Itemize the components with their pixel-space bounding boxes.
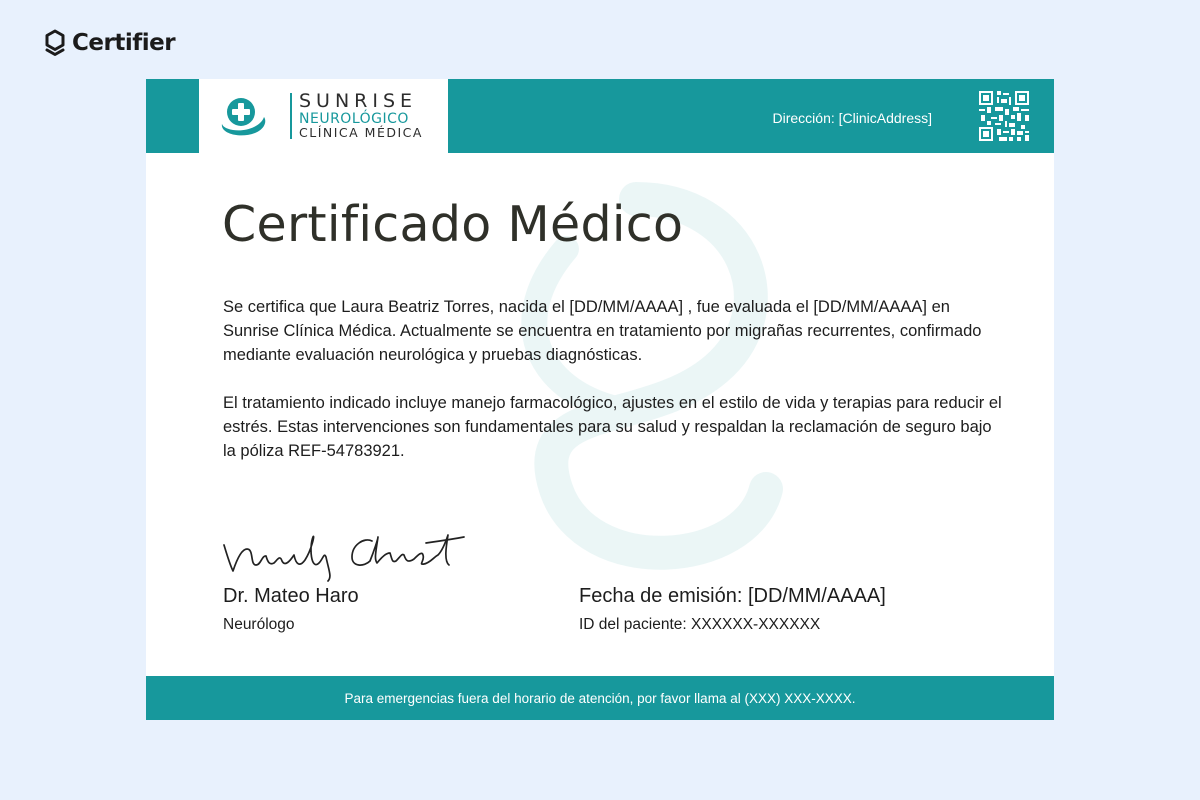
emergency-footer bbox=[146, 676, 1054, 720]
doctor-specialty: Neurólogo bbox=[223, 616, 295, 633]
clinic-name-line1: SUNRISE bbox=[299, 90, 418, 112]
body-paragraph-2: El tratamiento indicado incluye manejo farmacológico, ajustes en el estilo de vida y terapias para reducir el estrés. Estas intervenciones son fundamentales para su salud y respaldan la reclamación de seguro bajo la póliza REF-54783921. bbox=[223, 394, 1002, 460]
clinic-name bbox=[299, 92, 423, 140]
certificate-title: Certificado Médico bbox=[222, 196, 684, 253]
doctor-signature bbox=[220, 527, 470, 582]
doctor-name: Dr. Mateo Haro bbox=[223, 585, 359, 607]
brand-name: Certifier bbox=[72, 30, 176, 56]
emergency-note: Para emergencias fuera del horario de atención, por favor llama al (XXX) XXX-XXXX. bbox=[344, 690, 856, 706]
certificate-header bbox=[146, 79, 1054, 153]
qr-code-icon bbox=[979, 91, 1029, 141]
certifier-logo-icon bbox=[44, 29, 66, 57]
clinic-logo bbox=[199, 79, 448, 153]
clinic-address: Dirección: [ClinicAddress] bbox=[772, 110, 932, 126]
body-paragraph-1: Se certifica que Laura Beatriz Torres, nacida el [DD/MM/AAAA] , fue evaluada el [DD/MM/AAAA] en Sunrise Clínica Médica. Actualmente se encuentra en tratamiento por migrañas recurrentes, confirmado mediante evaluación neurológica y pruebas diagnósticas. bbox=[223, 298, 982, 364]
certificate-body bbox=[223, 295, 1003, 487]
issue-date: Fecha de emisión: [DD/MM/AAAA] bbox=[579, 585, 886, 607]
medical-certificate bbox=[146, 79, 1054, 720]
clinic-emblem-icon bbox=[217, 95, 269, 139]
patient-id: ID del paciente: XXXXXX-XXXXXX bbox=[579, 616, 821, 633]
certifier-brand bbox=[44, 29, 175, 57]
clinic-name-line3: CLÍNICA MÉDICA bbox=[299, 125, 423, 140]
logo-divider bbox=[290, 93, 292, 139]
clinic-name-line2: NEUROLÓGICO bbox=[299, 111, 409, 127]
